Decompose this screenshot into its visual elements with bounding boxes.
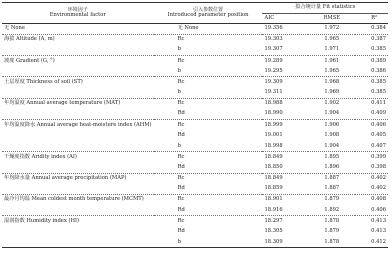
table-row <box>2 130 388 141</box>
table-row <box>2 173 388 184</box>
param-cell: 无 None <box>177 25 199 32</box>
param-cell: Rc <box>154 77 263 88</box>
aic-cell: 18.309 <box>264 238 283 245</box>
r2-cell: 0.406 <box>371 206 386 213</box>
rmse-cell: 1.896 <box>324 163 340 170</box>
factor-cell <box>2 130 154 141</box>
aic-cell: 19.309 <box>262 77 308 88</box>
header-param <box>154 3 263 24</box>
table-row <box>2 237 388 248</box>
rmse-cell: 1.879 <box>324 228 340 235</box>
factor-cell <box>2 66 154 77</box>
r2-cell: 0.409 <box>371 110 386 117</box>
table-row <box>2 66 388 77</box>
r2-cell: 0.412 <box>371 238 386 245</box>
r2-cell: 0.399 <box>355 152 388 163</box>
factor-cell: 海拔 Altitude (A, m) <box>2 34 154 45</box>
aic-cell: 18.849 <box>262 173 308 184</box>
r2-cell: 0.389 <box>355 56 388 67</box>
rmse-cell: 1.969 <box>324 89 340 96</box>
aic-cell: 18.297 <box>262 216 308 227</box>
rmse-cell: 1.965 <box>324 67 340 74</box>
rmse-cell: 1.904 <box>324 142 340 149</box>
param-cell: b <box>177 46 181 53</box>
factor-cell <box>2 109 154 120</box>
r2-cell: 0.405 <box>371 132 386 139</box>
header-stats-group: 拟合统计量 Fit statistics <box>262 3 388 14</box>
param-cell: b <box>177 238 181 245</box>
param-cell: b <box>177 142 181 149</box>
aic-cell: 18.988 <box>262 98 308 109</box>
rmse-cell: 1.895 <box>308 152 355 163</box>
header-factor <box>2 3 154 24</box>
param-cell: Rc <box>154 98 263 109</box>
r2-cell: 0.407 <box>371 142 386 149</box>
table-row <box>2 77 388 88</box>
table-row <box>2 56 388 67</box>
table-row <box>2 120 388 131</box>
factor-cell <box>2 141 154 152</box>
table-row <box>2 162 388 173</box>
header-stat-aic: AIC <box>264 14 275 21</box>
header-param-zh: 引入参数位置 <box>193 6 224 13</box>
rmse-cell: 1.902 <box>308 98 355 109</box>
r2-cell: 0.385 <box>371 89 386 96</box>
factor-cell: 湿润指数 Humidity index (HI) <box>2 216 154 227</box>
rmse-cell: 1.878 <box>324 238 340 245</box>
rmse-cell: 1.887 <box>308 173 355 184</box>
r2-cell: 0.402 <box>371 185 386 192</box>
param-cell: Rd <box>177 110 185 117</box>
param-cell: Rc <box>154 120 263 131</box>
aic-cell: 18.305 <box>264 228 283 235</box>
factor-cell <box>2 45 154 56</box>
param-cell: Rd <box>177 132 185 139</box>
rmse-cell: 1.892 <box>324 206 340 213</box>
r2-cell: 0.385 <box>355 77 388 88</box>
param-cell: Rc <box>154 152 263 163</box>
param-cell: b <box>177 67 181 74</box>
table-row <box>2 98 388 109</box>
factor-cell <box>2 162 154 173</box>
table-row <box>2 34 388 45</box>
header-factor-zh: 环境因子 <box>67 6 88 13</box>
r2-cell: 0.386 <box>371 67 386 74</box>
factor-cell <box>2 227 154 238</box>
rmse-cell: 1.908 <box>324 132 340 139</box>
header-stat-rmse: RMSE <box>323 14 341 21</box>
table-row <box>2 216 388 227</box>
aic-cell: 18.859 <box>264 185 283 192</box>
header-factor-en: Environmental factor <box>49 11 106 18</box>
rmse-cell: 1.904 <box>324 110 340 117</box>
table-row <box>2 88 388 99</box>
aic-cell: 18.998 <box>264 142 283 149</box>
factor-cell: 年均降水量 Annual average precipitation (MAP) <box>2 173 154 184</box>
param-cell: Rc <box>154 216 263 227</box>
aic-cell: 18.901 <box>262 195 308 206</box>
r2-cell: 0.398 <box>371 163 386 170</box>
param-cell: Rd <box>177 163 185 170</box>
table-row <box>2 24 388 35</box>
rmse-cell: 1.887 <box>324 185 340 192</box>
rmse-cell: 1.961 <box>308 56 355 67</box>
aic-cell: 19.307 <box>264 46 283 53</box>
table-row <box>2 195 388 206</box>
param-cell: Rc <box>154 34 263 45</box>
rmse-cell: 1.965 <box>308 34 355 45</box>
param-cell: Rd <box>177 228 185 235</box>
param-cell: Rc <box>154 195 263 206</box>
r2-cell: 0.402 <box>355 173 388 184</box>
rmse-cell: 1.878 <box>308 216 355 227</box>
aic-cell: 19.311 <box>264 89 283 96</box>
aic-cell: 18.990 <box>264 110 283 117</box>
results-table <box>2 2 388 248</box>
table-row <box>2 227 388 238</box>
factor-cell: 年均温度 Annual average temperature (MAT) <box>2 98 154 109</box>
aic-cell: 18.999 <box>262 120 308 131</box>
aic-cell: 19.295 <box>264 67 283 74</box>
aic-cell: 19.356 <box>264 25 283 32</box>
table-row <box>2 141 388 152</box>
rmse-cell: 1.971 <box>324 46 340 53</box>
rmse-cell: 1.879 <box>308 195 355 206</box>
aic-cell: 19.303 <box>262 34 308 45</box>
r2-cell: 0.411 <box>355 98 388 109</box>
r2-cell: 0.413 <box>371 228 386 235</box>
rmse-cell: 1.968 <box>308 77 355 88</box>
header-stat-r2: R² <box>371 14 378 21</box>
rmse-cell: 1.906 <box>308 120 355 131</box>
aic-cell: 19.001 <box>264 132 283 139</box>
aic-cell: 18.850 <box>264 163 283 170</box>
table-body <box>2 24 388 248</box>
factor-cell <box>2 237 154 248</box>
r2-cell: 0.384 <box>371 25 386 32</box>
factor-cell: 坡度 Gradient (G, °) <box>2 56 154 67</box>
factor-cell <box>2 184 154 195</box>
table-row <box>2 184 388 195</box>
table-row <box>2 205 388 216</box>
param-cell: Rc <box>154 173 263 184</box>
r2-cell: 0.408 <box>355 195 388 206</box>
rmse-cell: 1.972 <box>324 25 340 32</box>
param-cell: b <box>177 89 181 96</box>
table-row <box>2 109 388 120</box>
factor-cell: 干燥度指数 Aridity index (AI) <box>2 152 154 163</box>
factor-cell: 年均温度降水 Annual average heat-moisture index (AHM) <box>2 120 154 131</box>
r2-cell: 0.387 <box>355 34 388 45</box>
param-cell: Rc <box>154 56 263 67</box>
r2-cell: 0.385 <box>371 46 386 53</box>
aic-cell: 19.289 <box>262 56 308 67</box>
table-row <box>2 45 388 56</box>
r2-cell: 0.406 <box>355 120 388 131</box>
aic-cell: 18.916 <box>264 206 283 213</box>
header-param-en: Introduced parameter position <box>167 11 249 18</box>
aic-cell: 18.849 <box>262 152 308 163</box>
factor-cell: 最冷月均温 Mean coldest month temperature (MCMT) <box>2 195 154 206</box>
factor-cell <box>2 88 154 99</box>
factor-cell: 土层厚度 Thickness of soil (ST) <box>2 77 154 88</box>
factor-cell: 无 None <box>4 25 25 32</box>
table-row <box>2 152 388 163</box>
param-cell: Rd <box>177 185 185 192</box>
factor-cell <box>2 205 154 216</box>
param-cell: Rd <box>177 206 185 213</box>
r2-cell: 0.413 <box>355 216 388 227</box>
